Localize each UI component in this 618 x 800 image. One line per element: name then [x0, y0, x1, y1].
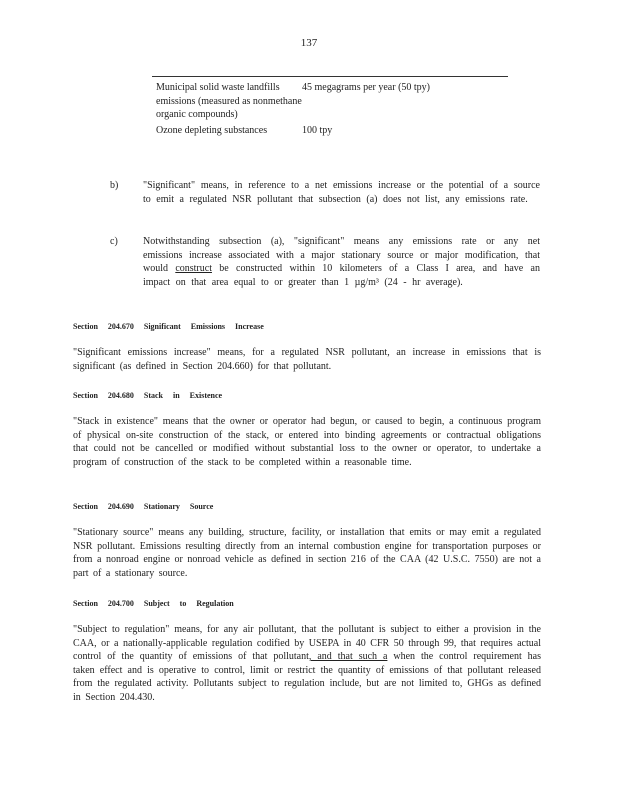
list-item-text: Notwithstanding subsection (a), "significant" means any emissions rate or any net emissions increase associated with a major stationary source or major modification, that would construct be constructed within 10 kilometers of a Class I area, and have an impact on that area equal to or greater than 1 µg/m³ (24 - hr average). [143, 236, 540, 288]
section-body: "Subject to regulation" means, for any air pollutant, that the pollutant is subject to either a provision in the CAA, or a nationally-applicable regulation codified by USEPA in 40 CFR 50 through 99, that requires actual control of the quantity of emissions of that pollutant, and that such a when the control requirement has taken effect and is operative to control, limit or restrict the quantity of emissions of that pollutant released from the regulated activity. Pollutants subject to regulation include, but are not limited to, GHGs as defined in Section 204.430. [73, 624, 541, 703]
section-body: "Significant emissions increase" means, for a regulated NSR pollutant, an increase in emissions that is significant (as defined in Section 204.660) for that pollutant. [73, 347, 541, 372]
list-item-label: b) [110, 180, 119, 191]
section-heading: Section 204.690 Stationary Source [73, 502, 214, 511]
table-cell-pollutant: Municipal solid waste landfills emissions (measured as nonmethane organic compounds) [156, 82, 302, 120]
section-heading: Section 204.700 Subject to Regulation [73, 599, 234, 608]
list-item-label: c) [110, 236, 118, 247]
table-row [152, 81, 508, 122]
section-body: "Stationary source" means any building, structure, facility, or installation that emits or may emit a regulated NSR pollutant. Emissions resulting directly from an internal combustion engine for transportation purposes or from a nonroad engine or nonroad vehicle as defined in section 216 of the CAA (42 U.S.C. 7550) are not a part of a stationary source. [73, 527, 541, 579]
table-cell-pollutant: Ozone depleting substances [156, 124, 268, 136]
section-heading: Section 204.680 Stack in Existence [73, 391, 223, 400]
section-heading: Section 204.670 Significant Emissions Increase [73, 322, 264, 331]
page-number: 137 [300, 37, 318, 49]
table-row [152, 124, 508, 138]
section-body: "Stack in existence" means that the owner or operator had begun, or caused to begin, a continuous program of physical on-site construction of the stack, or entered into binding agreements or contractual obligations that could not be cancelled or modified without substantial loss to the owner or operator, to undertake a program of construction of the stack to be completed within a reasonable time. [73, 416, 541, 468]
list-item-b [100, 179, 540, 206]
threshold-table [152, 76, 508, 139]
list-item-text: "Significant" means, in reference to a net emissions increase or the potential of a source to emit a regulated NSR pollutant that subsection (a) does not list, any emissions rate. [143, 180, 540, 205]
table-cell-amount: 45 megagrams per year (50 tpy) [302, 82, 431, 93]
table-cell-amount: 100 tpy [302, 124, 333, 136]
list-item-c [100, 235, 540, 289]
